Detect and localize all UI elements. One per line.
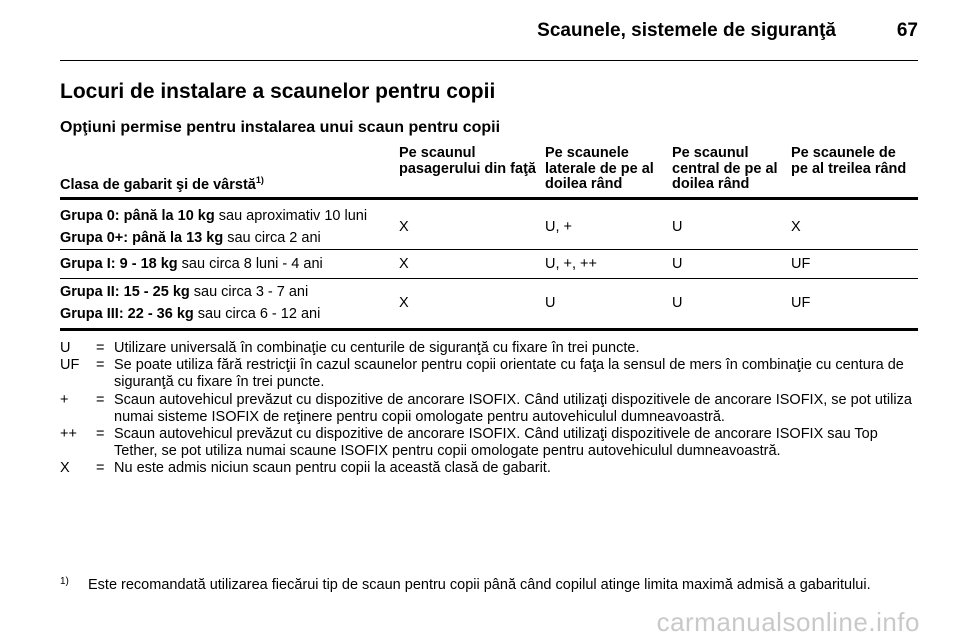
legend-item: + = Scaun autovehicul prevăzut cu dispozitive de ancorare ISOFIX. Când utilizaţi dispozitivele de ancorare ISOFIX, se pot utiliza numai sisteme ISOFIX de reţinere pentru copii omologate pentru autovehiculul dumneavoastră. [60,391,912,425]
header-third-row: Pe scaunele de pe al treilea rând [791,145,907,177]
footnote-mark: 1) [60,576,69,587]
table-row [60,250,918,279]
footnote-text: Este recomandată utilizarea fiecărui tip de scaun pentru copii până când copilul atinge limita maximă admisă a gabaritului. [88,577,871,593]
header-passenger: Pe scaunul pasagerului din faţă [399,145,536,177]
cell-central: U [672,219,683,235]
table-header [60,146,918,200]
footnote-ref: 1) [255,175,264,186]
header-class: Clasa de gabarit şi de vârstă$^{1)}$ [60,175,264,193]
legend-item: X = Nu este admis niciun scaun pentru copii la această clasă de gabarit. [60,460,551,477]
cell-third-row: UF [791,295,811,311]
group-cell: Grupa III: 22 - 36 kg sau circa 6 - 12 ani [60,306,321,322]
watermark: carmanualsonline.info [656,607,920,637]
cell-passenger: X [399,256,409,272]
group-cell: Grupa I: 9 - 18 kg sau circa 8 luni - 4 ani [60,256,323,272]
section-title: Locuri de instalare a scaunelor pentru copii [60,80,496,103]
cell-lateral: U, +, ++ [545,256,597,272]
group-cell: Grupa 0: până la 10 kg sau aproximativ 10 luni [60,208,368,224]
legend [60,340,920,478]
cell-passenger: X [399,219,409,235]
table-row [60,200,918,250]
cell-third-row: X [791,219,801,235]
group-cell: Grupa II: 15 - 25 kg sau circa 3 - 7 ani [60,284,309,300]
legend-item: U = Utilizare universală în combinaţie cu centurile de siguranţă cu fixare în trei puncte. [60,340,640,356]
page-number: 67 [896,20,918,41]
table-row [60,279,918,331]
cell-lateral: U, + [545,219,572,235]
group-cell: Grupa 0+: până la 13 kg sau circa 2 ani [60,230,321,246]
page-header [60,18,918,61]
cell-passenger: X [399,295,409,311]
footnote [60,577,920,594]
header-title: Scaunele, sistemele de siguranţă [537,20,836,41]
header-lateral: Pe scaunele laterale de pe al doilea rând [545,145,654,192]
legend-item: ++ = Scaun autovehicul prevăzut cu dispozitive de ancorare ISOFIX. Când utilizaţi dispozitivele de ancorare ISOFIX sau Top Tether, se pot utiliza numai scaune ISOFIX pentru copii omologate pentru autovehiculul dumneavoastră. [60,426,878,460]
child-seat-table [60,146,918,331]
cell-lateral: U [545,295,556,311]
cell-central: U [672,256,683,272]
cell-third-row: UF [791,256,811,272]
legend-item: UF = Se poate utiliza fără restricţii în cazul scaunelor pentru copii orientate cu faţa la sensul de mers în combinaţie cu centura de siguranţă cu fixare în trei puncte. [60,357,904,391]
subtitle: Opţiuni permise pentru instalarea unui scaun pentru copii [60,119,501,136]
header-central: Pe scaunul central de pe al doilea rând [672,145,778,192]
cell-central: U [672,295,683,311]
